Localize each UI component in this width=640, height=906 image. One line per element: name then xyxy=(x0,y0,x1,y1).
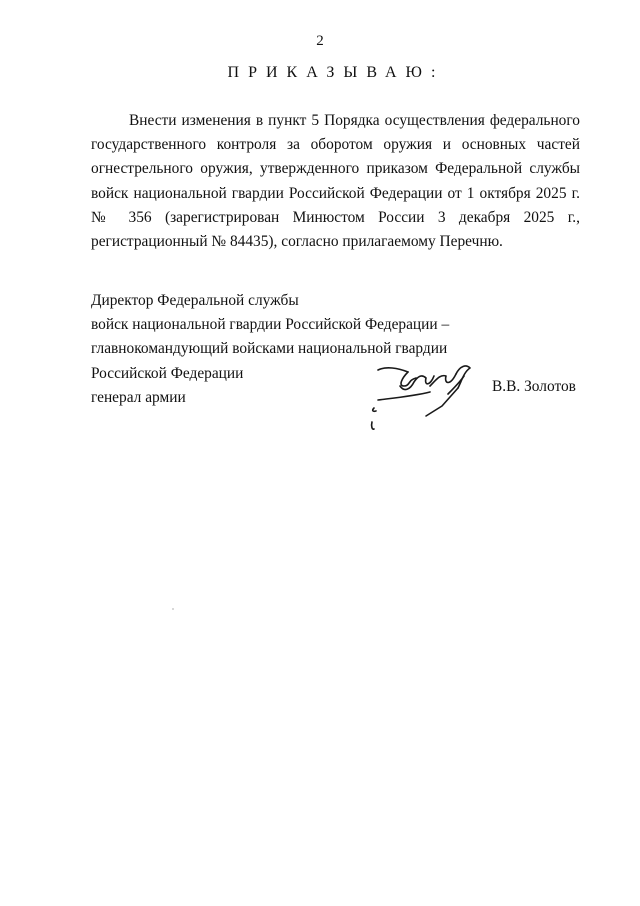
body-paragraph: Внести изменения в пункт 5 Порядка осуществления федерального государственного контроля за оборотом оружия и основных частей огнестрельного оружия, утвержденного приказом Федеральной службы войск национальной гвардии Российской Федерации от 1 октября 2025 г. № 356 (зарегистрирован Минюстом России 3 декабря 2025 г., регистрационный № 84435), согласно прилагаемому Перечню. xyxy=(91,112,580,251)
page-number: 2 xyxy=(316,33,324,49)
signer-name: В.В. Золотов xyxy=(492,378,576,395)
signatory-title-line: войск национальной гвардии Российской Федерации – xyxy=(91,316,450,334)
order-heading: ПРИКАЗЫВАЮ: xyxy=(227,64,445,81)
signatory-title-line: Российской Федерации xyxy=(91,364,244,382)
signatory-title-line: главнокомандующий войсками национальной гвардии xyxy=(91,340,448,358)
signatory-rank: генерал армии xyxy=(91,388,186,406)
order-body xyxy=(91,109,580,254)
signatory-title-line: Директор Федеральной службы xyxy=(91,292,299,309)
handwritten-signature xyxy=(364,356,480,436)
scan-artifact xyxy=(172,608,174,610)
